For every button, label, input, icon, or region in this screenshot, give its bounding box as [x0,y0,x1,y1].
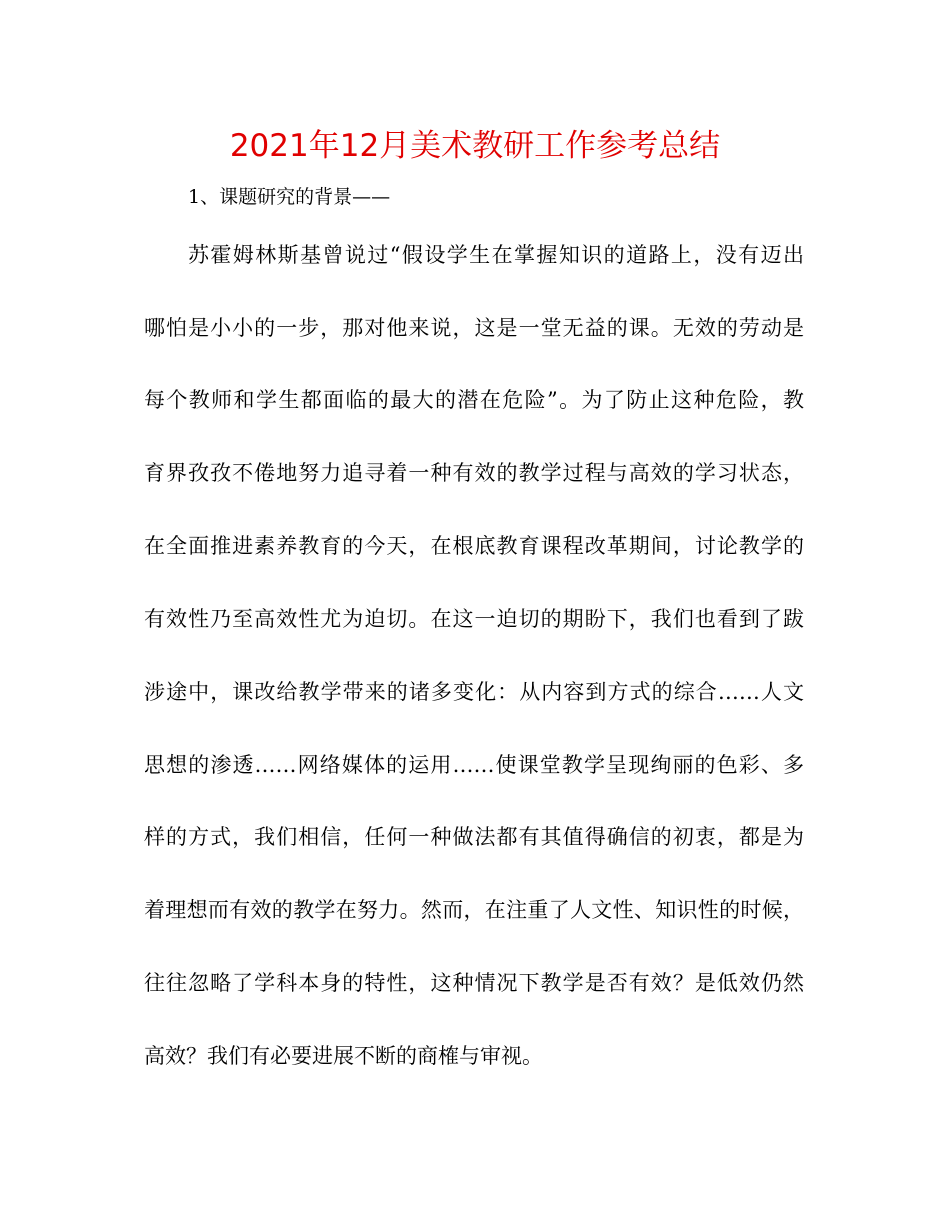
paragraph-line: 有效性乃至高效性尤为迫切。在这一迫切的期盼下，我们也看到了跋 [144,607,804,631]
document-title: 2021年12月美术教研工作参考总结 [229,128,721,164]
paragraph-line: 样的方式，我们相信，任何一种做法都有其值得确信的初衷，都是为 [144,825,804,849]
paragraph-line: 哪怕是小小的一步，那对他来说，这是一堂无益的课。无效的劳动是 [144,316,804,340]
paragraph-line: 思想的渗透……网络媒体的运用……使课堂教学呈现绚丽的色彩、多 [144,753,804,777]
section-heading: 1、课题研究的背景—— [188,186,391,208]
paragraph-line: 着理想而有效的教学在努力。然而，在注重了人文性、知识性的时候， [144,898,804,922]
paragraph-line: 往往忽略了学科本身的特性，这种情况下教学是否有效？是低效仍然 [144,971,804,995]
paragraph-line: 在全面推进素养教育的今天，在根底教育课程改革期间，讨论教学的 [144,534,804,558]
paragraph-line: 高效？我们有必要进展不断的商榷与审视。 [144,1044,543,1068]
paragraph-line: 每个教师和学生都面临的最大的潜在危险”。为了防止这种危险，教 [144,388,804,412]
paragraph-line: 涉途中，课改给教学带来的诸多变化：从内容到方式的综合……人文 [144,680,804,704]
paragraph-line: 苏霍姆林斯基曾说过“假设学生在掌握知识的道路上，没有迈出 [188,243,804,267]
paragraph-line: 育界孜孜不倦地努力追寻着一种有效的教学过程与高效的学习状态， [144,461,804,485]
